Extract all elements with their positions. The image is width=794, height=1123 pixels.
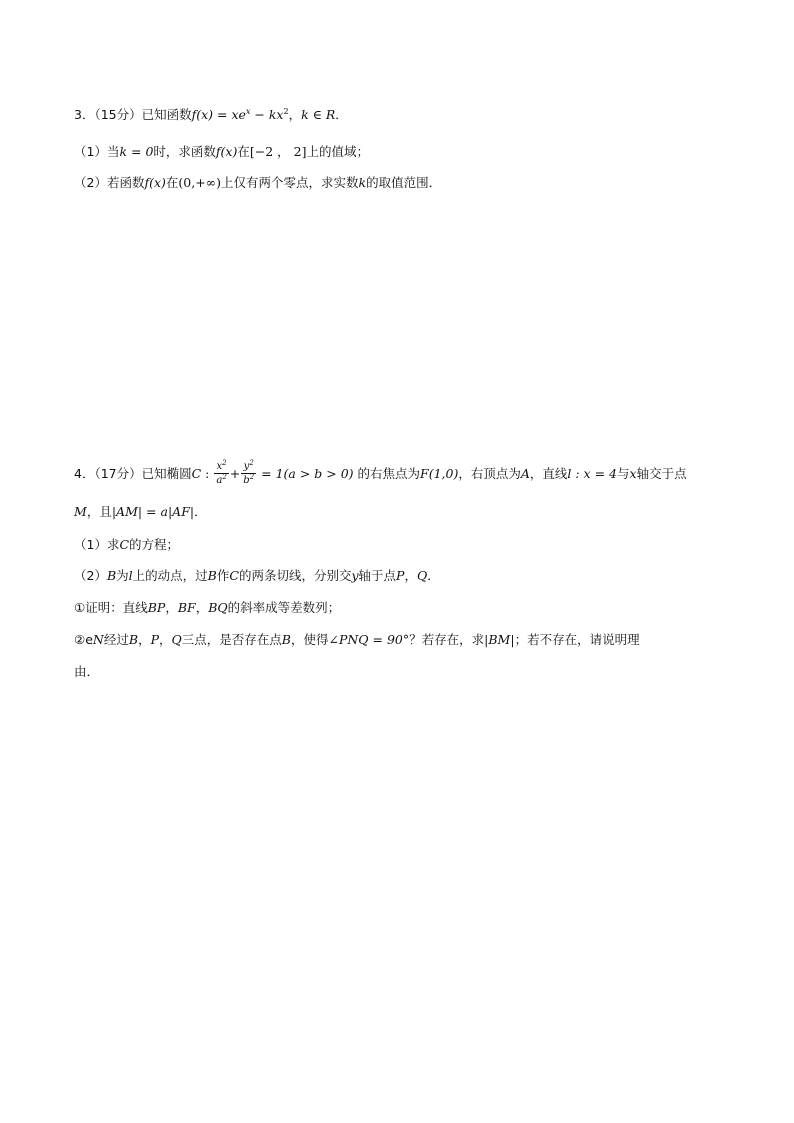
q4-sub2-tail: 由． bbox=[74, 664, 100, 679]
q3-part2: （2）若函数f(x)在(0,+∞)上仅有两个零点，求实数k的取值范围． bbox=[74, 175, 442, 190]
q3-stem-end: ． bbox=[335, 107, 348, 122]
ellipse-fraction-y: $\frac{y^2}{b^2}$ bbox=[243, 459, 255, 486]
q4-part1: （1）求C的方程； bbox=[74, 537, 180, 552]
q4-sub2: ②eN经过B，P，Q三点，是否存在点B，使得∠PNQ = 90°？若存在，求|BM|；若不存在，请说明理 bbox=[74, 632, 640, 647]
q4-sub1: ①证明：直线BP，BF，BQ的斜率成等差数列； bbox=[74, 600, 341, 615]
ellipse-fraction-x: $\frac{x^2}{a^2}$ bbox=[216, 459, 227, 486]
q3-function: $f(x) = xe^x - kx^2$ bbox=[191, 107, 289, 122]
q4-stem: 4．（17分）已知椭圆C : $\frac{x^2}{a^2}$ + $\frac{y^2}{b^2}$ = 1(a > b > 0) 的右焦点为F(1,0)，右顶点为A，直线l : x = 4与x轴交于点 bbox=[74, 459, 687, 486]
q3-part1: （1）当k = 0时，求函数f(x)在[−2 ， 2]上的值域； bbox=[74, 144, 369, 159]
q3-stem bbox=[74, 109, 348, 122]
circle-symbol: e bbox=[85, 632, 93, 647]
q4-stem-line2: M，且|AM| = a|AF|． bbox=[74, 504, 207, 519]
q3-condition: k ∈ R bbox=[301, 107, 336, 122]
q3-stem-prefix: 3．（15分）已知函数 bbox=[74, 107, 192, 122]
q3-sep: ， bbox=[288, 107, 302, 122]
q4-part2: （2）B为l上的动点，过B作C的两条切线，分别交y轴于点P，Q． bbox=[74, 568, 440, 583]
